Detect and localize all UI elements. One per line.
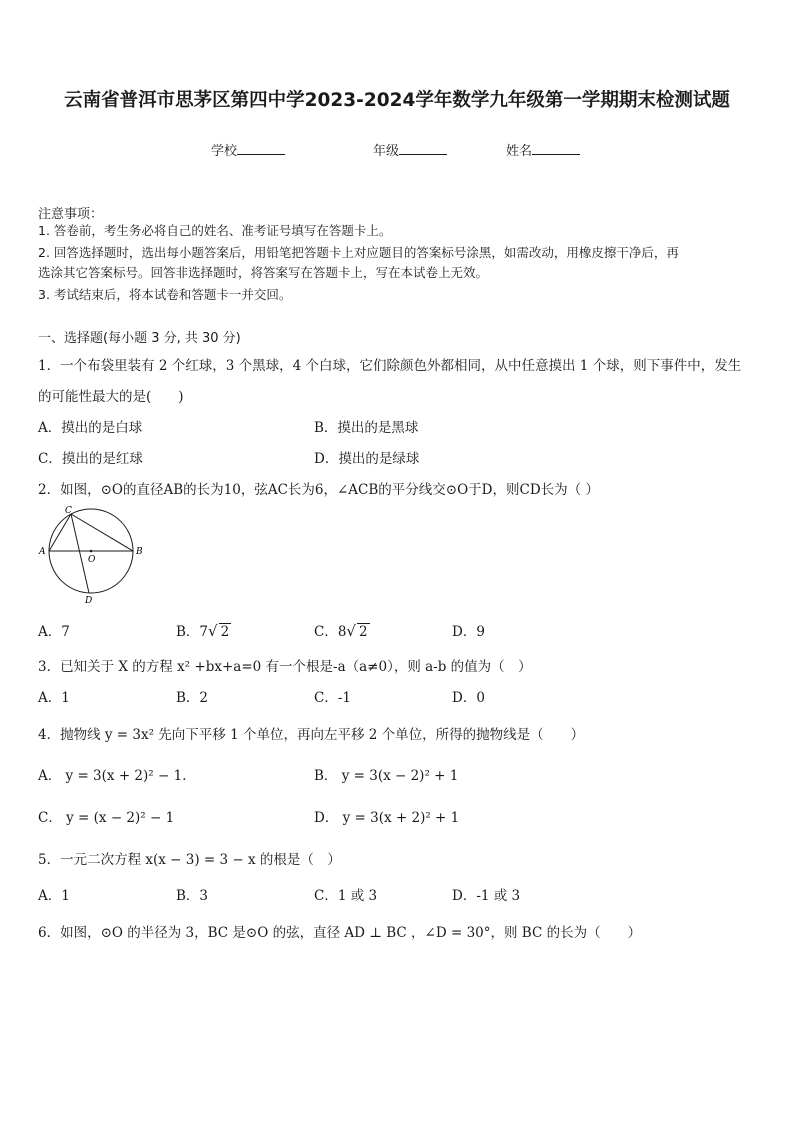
q3-option-a: A．1 bbox=[38, 690, 70, 706]
question-2-stem: 2．如图，⊙O的直径AB的长为10，弦AC长为6，∠ACB的平分线交⊙O于D，则CD长为（ ） bbox=[38, 482, 599, 498]
chord-cd bbox=[71, 514, 89, 593]
q2-option-b bbox=[176, 620, 231, 640]
school-blank bbox=[237, 142, 285, 155]
school-label: 学校 bbox=[211, 144, 238, 159]
grade-label: 年级 bbox=[373, 144, 400, 159]
name-field bbox=[506, 140, 580, 159]
question-3-stem: 3．已知关于 X 的方程 x² +bx+a=0 有一个根是-a（a≠0），则 a-b 的值为（ ） bbox=[38, 659, 532, 675]
question-6-stem: 6．如图，⊙O 的半径为 3，BC 是⊙O 的弦，直径 AD ⊥ BC ，∠D = 30°，则 BC 的长为（ ） bbox=[38, 925, 642, 941]
label-b: B bbox=[136, 547, 143, 557]
label-a: A bbox=[39, 547, 46, 557]
sqrt-sign: √ bbox=[208, 622, 218, 640]
notice-item: 2. 回答选择题时，选出每小题答案后，用铅笔把答题卡上对应题目的答案标号涂黑，如需改动，用橡皮擦干净后，再 bbox=[38, 245, 679, 260]
name-blank bbox=[532, 142, 580, 155]
question-4-stem: 4．抛物线 y = 3x² 先向下平移 1 个单位，再向左平移 2 个单位，所得的抛物线是（ ） bbox=[38, 727, 585, 743]
notice-item: 1. 答卷前，考生务必将自己的姓名、准考证号填写在答题卡上。 bbox=[38, 223, 392, 238]
q3-option-b: B．2 bbox=[176, 690, 209, 706]
label-c: C bbox=[65, 506, 72, 516]
chord-ac bbox=[49, 514, 71, 551]
q1-option-d: D．摸出的是绿球 bbox=[314, 451, 420, 467]
center-point bbox=[90, 550, 93, 553]
q4-option-b: B． y = 3(x − 2)² + 1 bbox=[314, 768, 459, 784]
circle-diagram bbox=[34, 504, 150, 606]
q3-option-c: C．-1 bbox=[314, 690, 351, 706]
q2-option-d: D．9 bbox=[452, 624, 485, 640]
grade-field bbox=[373, 140, 447, 159]
section-heading: 一、选择题(每小题 3 分, 共 30 分) bbox=[38, 331, 241, 346]
exam-title: 云南省普洱市思茅区第四中学2023-2024学年数学九年级第一学期期末检测试题 bbox=[64, 90, 730, 111]
school-field bbox=[211, 140, 285, 159]
q2-option-c-text: C．8 bbox=[314, 624, 347, 640]
q2-option-b-radicand: 2 bbox=[220, 624, 230, 640]
q1-option-b: B．摸出的是黑球 bbox=[314, 420, 419, 436]
grade-blank bbox=[399, 142, 447, 155]
q2-option-c-radicand: 2 bbox=[358, 624, 368, 640]
notice-item: 选涂其它答案标号。回答非选择题时，将答案写在答题卡上，写在本试卷上无效。 bbox=[38, 265, 489, 280]
label-d: D bbox=[85, 596, 93, 606]
sqrt-sign: √ bbox=[346, 622, 356, 640]
chord-cb bbox=[71, 514, 133, 551]
q4-option-a: A． y = 3(x + 2)² − 1. bbox=[38, 768, 187, 784]
q5-option-a: A．1 bbox=[38, 888, 70, 904]
q2-option-b-text: B．7 bbox=[176, 624, 209, 640]
q4-option-d: D． y = 3(x + 2)² + 1 bbox=[314, 810, 460, 826]
q5-option-c: C．1 或 3 bbox=[314, 888, 378, 904]
notice-heading: 注意事项： bbox=[38, 207, 104, 222]
q1-option-a: A．摸出的是白球 bbox=[38, 420, 143, 436]
q2-option-c bbox=[314, 620, 370, 640]
name-label: 姓名 bbox=[506, 144, 533, 159]
question-1-line-2: 的可能性最大的是( ) bbox=[38, 389, 184, 405]
q2-option-a: A．7 bbox=[38, 624, 70, 640]
q5-option-d: D．-1 或 3 bbox=[452, 888, 521, 904]
q4-option-c: C． y = (x − 2)² − 1 bbox=[38, 810, 175, 826]
notice-item: 3. 考试结束后，将本试卷和答题卡一并交回。 bbox=[38, 287, 292, 302]
question-5-stem: 5．一元二次方程 x(x − 3) = 3 − x 的根是（ ） bbox=[38, 852, 341, 868]
q1-option-c: C．摸出的是红球 bbox=[38, 451, 143, 467]
question-1-line-1: 1．一个布袋里装有 2 个红球，3 个黑球，4 个白球，它们除颜色外都相同，从中任意摸出 1 个球，则下事件中，发生 bbox=[38, 358, 742, 374]
q5-option-b: B．3 bbox=[176, 888, 209, 904]
label-o: O bbox=[88, 555, 96, 565]
q3-option-d: D．0 bbox=[452, 690, 485, 706]
